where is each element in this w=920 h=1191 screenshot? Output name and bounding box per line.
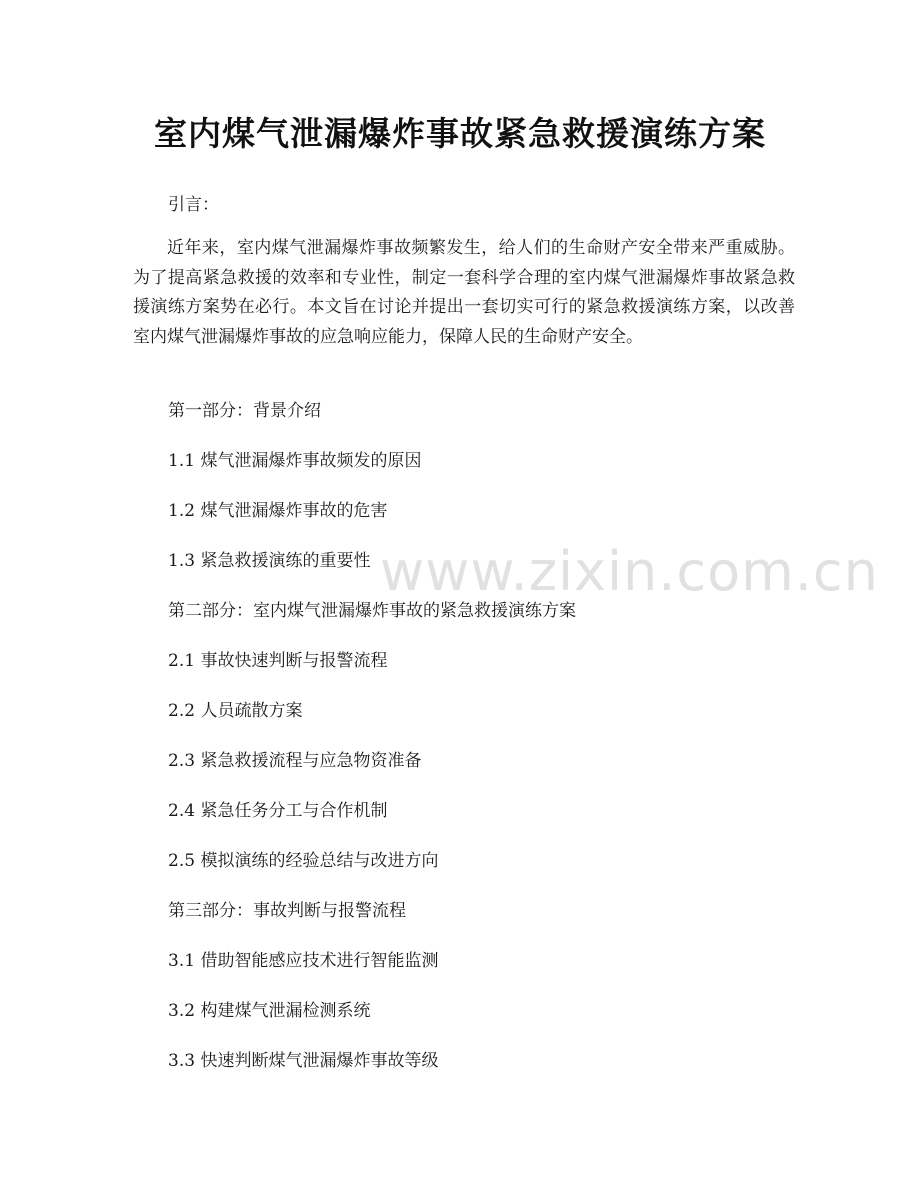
outline-item-2-5: 2.5 模拟演练的经验总结与改进方向	[168, 851, 439, 871]
outline-item-1-3: 1.3 紧急救援演练的重要性	[168, 551, 371, 571]
section-heading-2: 第二部分：室内煤气泄漏爆炸事故的紧急救援演练方案	[168, 601, 576, 621]
section-heading-3: 第三部分：事故判断与报警流程	[168, 901, 406, 921]
outline-item-1-1: 1.1 煤气泄漏爆炸事故频发的原因	[168, 451, 422, 471]
document-title: 室内煤气泄漏爆炸事故紧急救援演练方案	[154, 114, 766, 153]
section-heading-1: 第一部分：背景介绍	[168, 401, 321, 421]
outline-item-2-2: 2.2 人员疏散方案	[168, 701, 303, 721]
outline-item-2-1: 2.1 事故快速判断与报警流程	[168, 651, 388, 671]
outline-item-2-3: 2.3 紧急救援流程与应急物资准备	[168, 751, 422, 771]
outline-item-3-3: 3.3 快速判断煤气泄漏爆炸事故等级	[168, 1051, 439, 1071]
outline-item-3-1: 3.1 借助智能感应技术进行智能监测	[168, 951, 439, 971]
watermark: www.zixin.com.cn	[380, 540, 879, 603]
outline-item-3-2: 3.2 构建煤气泄漏检测系统	[168, 1001, 371, 1021]
intro-label: 引言：	[168, 195, 219, 215]
outline-item-1-2: 1.2 煤气泄漏爆炸事故的危害	[168, 501, 388, 521]
intro-paragraph: 近年来，室内煤气泄漏爆炸事故频繁发生，给人们的生命财产安全带来严重威胁。为了提高紧急救援的效率和专业性，制定一套科学合理的室内煤气泄漏爆炸事故紧急救援演练方案势在必行。本文旨在讨论并提出一套切实可行的紧急救援演练方案，以改善室内煤气泄漏爆炸事故的应急响应能力，保障人民的生命财产安全。	[133, 238, 795, 347]
outline-item-2-4: 2.4 紧急任务分工与合作机制	[168, 801, 388, 821]
